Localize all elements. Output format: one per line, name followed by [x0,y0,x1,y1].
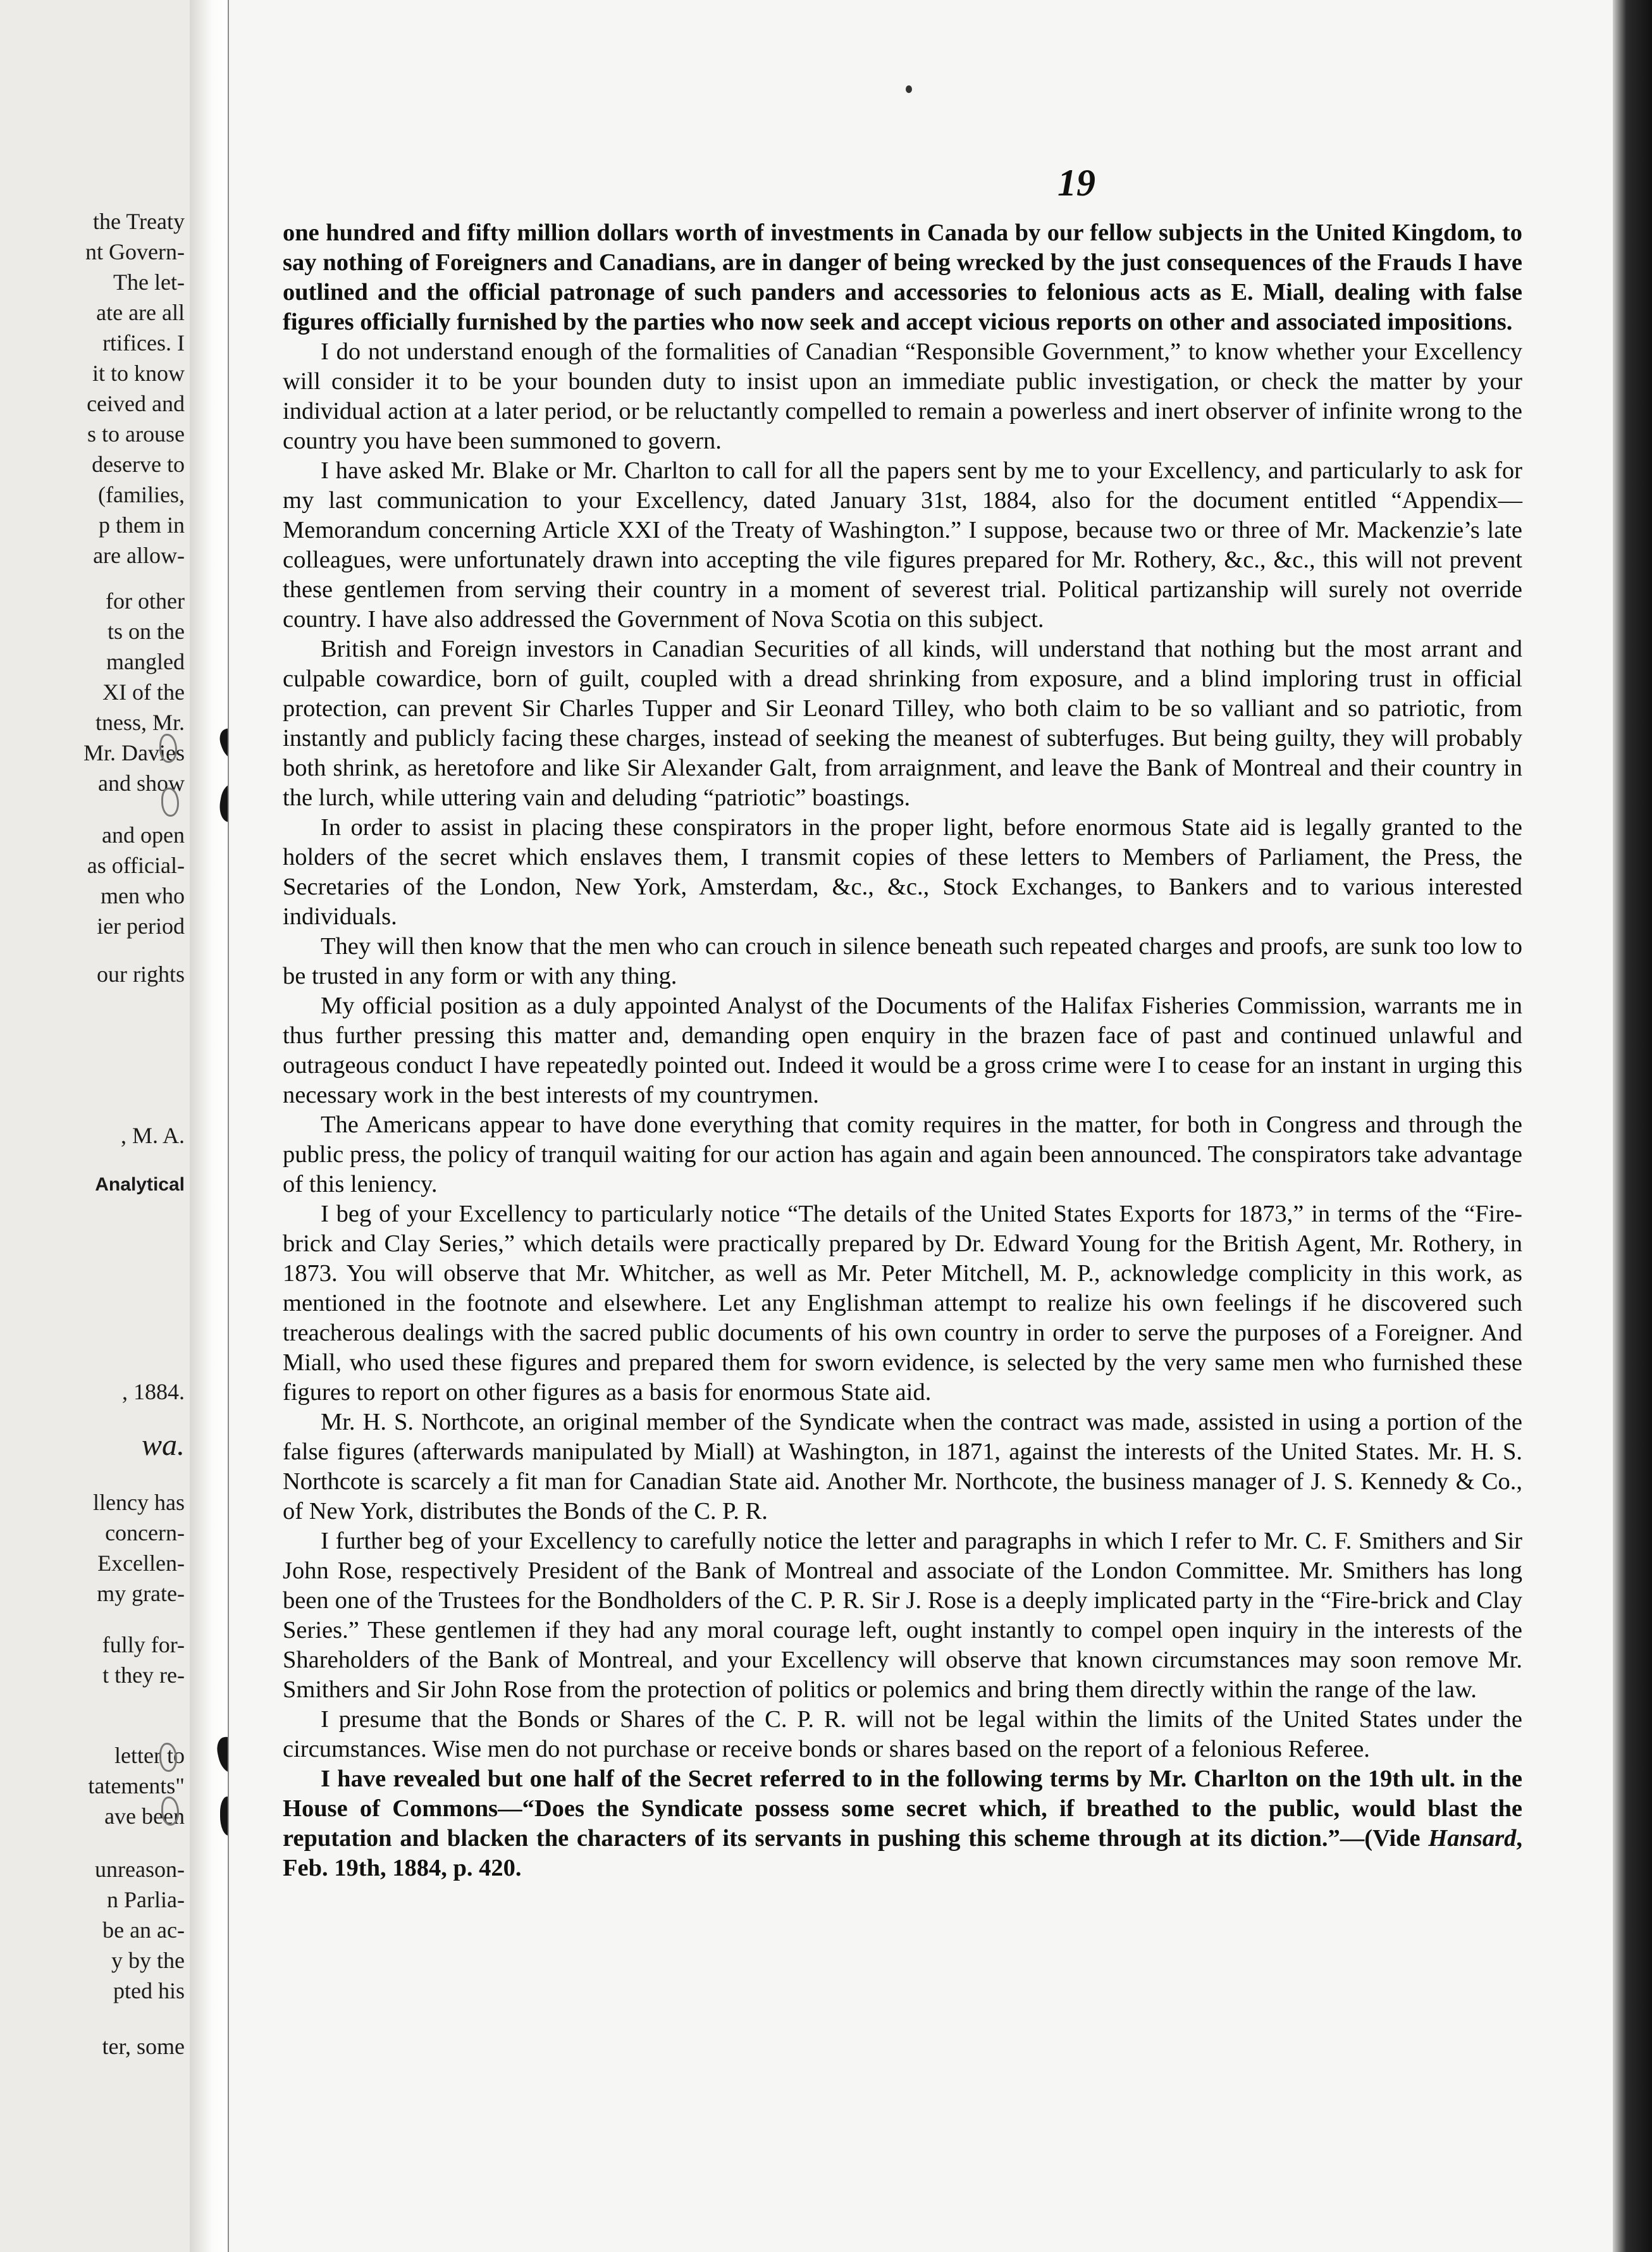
closing-paragraph [283,1764,1522,1883]
scan-edge [1613,0,1652,2252]
left-page-line: Analytical [95,1174,185,1195]
page-number: 19 [1057,162,1095,204]
left-page-line: ier period [97,913,185,939]
right-page [228,0,1620,2252]
left-page-line: rtifices. I [102,330,185,356]
left-page-line: , 1884. [122,1379,185,1404]
left-page-line: tatements" [88,1773,185,1798]
left-page-line: p them in [99,512,185,538]
page-gutter [190,0,228,2252]
left-page-line: nt Govern- [85,239,185,264]
left-page-line: ate are all [96,300,185,325]
left-page-line: mangled [106,649,185,674]
paragraph: Mr. H. S. Northcote, an original member of the Syndicate when the contract was made, assisted in using a portion of the false figures (afterwards manipulated by Miall) at Washington, in 1871, against the interests of the United States. Mr. H. S. Northcote is scarcely a fit man for Canadian State aid. Another Mr. Northcote, the business manager of J. S. Kennedy & Co., of New York, distributes the Bonds of the C. P. R. [283,1409,1522,1525]
paragraph: British and Foreign investors in Canadian Securities of all kinds, will understand that nothing but the most arrant and culpable cowardice, born of guilt, coupled with a dread shrinking from exposure, and a blind imploring trust in official protection, can prevent Sir Charles Tupper and Sir Leonard Tilley, who both claim to be so valliant and so patriotic, from instantly and publicly facing these charges, instead of seeking the meanest of subterfuges. But being guilty, they will probably both shrink, as heretofore and like Sir Alexander Galt, from arraignment, and leave the Bank of Montreal and their country in the lurch, while uttering vain and deluding “patriotic” boastings. [283,636,1522,811]
left-page-line: are allow- [93,543,185,568]
hansard-citation: Hansard [1428,1825,1517,1852]
left-page-line: llency has [93,1490,185,1515]
left-page-line: ter, some [102,2034,185,2059]
left-page-line: , M. A. [120,1123,185,1148]
left-page-line: as official- [87,853,185,878]
body-text [283,218,1522,1883]
ink-speck [906,85,912,93]
left-page-line: and open [102,822,185,848]
left-page-line: our rights [97,962,185,987]
left-page-line: unreason- [95,1857,185,1882]
left-page-line: XI of the [102,679,185,705]
left-page-line: deserve to [92,452,185,477]
left-page-line: wa. [141,1428,185,1462]
left-page-line: tness, Mr. [95,710,185,735]
citation-details: , Feb. 19th, 1884, p. 420. [283,1825,1522,1881]
left-page-line: men who [101,883,185,908]
left-page-fragment [0,0,190,2252]
left-page-line: it to know [92,361,185,386]
paragraph: one hundred and fifty million dollars worth of investments in Canada by our fellow subjects in the United Kingdom, to say nothing of Foreigners and Canadians, are in danger of being wrecked by the just consequences of the Frauds I have outlined and the official patronage of such panders and accessories to felonious acts as E. Miall, dealing with false figures officially furnished by the parties who now seek and accept vicious reports on other and associated impositions. [283,220,1522,335]
left-page-line: fully for- [102,1632,185,1657]
paragraph: I beg of your Excellency to particularly notice “The details of the United States Exports for 1873,” in terms of the “Fire-brick and Clay Series,” which details were practically prepared by Dr. Edward Young for the British Agent, Mr. Rothery, in 1873. You will observe that Mr. Whitcher, as well as Mr. Peter Mitchell, M. P., acknowledge complicity in this work, as mentioned in the footnote and elsewhere. Let any Englishman attempt to realize his own feelings if he discovered such treacherous dealings with the sacred public documents of his own country in order to serve the purposes of a Foreigner. And Miall, who used these figures and prepared them for sworn evidence, is selected by the very same men who furnished these figures to report on other figures as a basis for enormous State aid. [283,1201,1522,1406]
paragraph: They will then know that the men who can crouch in silence beneath such repeated charges and proofs, are sunk too low to be trusted in any form or with any thing. [283,933,1522,989]
left-page-line: (families, [98,482,185,507]
paragraph: In order to assist in placing these conspirators in the proper light, before enormous State aid is legally granted to the holders of the secret which enslaves them, I transmit copies of these letters to Members of Parliament, the Press, the Secretaries of the London, New York, Amsterdam, &c., &c., Stock Exchanges, to Bankers and to various interested individuals. [283,814,1522,930]
left-page-line: pted his [113,1978,185,2003]
paragraph: I have asked Mr. Blake or Mr. Charlton to call for all the papers sent by me to your Excellency, and particularly to ask for my last communication to your Excellency, dated January 31st, 1884, also for the document entitled “Appendix—Memorandum concerning Article XXI of the Treaty of Washington.” I suppose, because two or three of Mr. Mackenzie’s late colleagues, were unfortunately drawn into accepting the vile figures prepared for Mr. Rothery, &c., &c., this will not prevent these gentlemen from serving their country in a moment of severest trial. Political partizanship will surely not override country. I have also addressed the Government of Nova Scotia on this subject. [283,457,1522,633]
left-page-line: my grate- [97,1581,185,1606]
left-page-line: the Treaty [92,209,185,234]
left-page-line: y by the [111,1948,185,1973]
left-page-line: and show [98,770,185,796]
left-page-line: concern- [105,1520,185,1545]
left-page-line: Mr. Davies [83,740,185,765]
left-page-line: be an ac- [102,1917,185,1943]
left-page-line: t they re- [102,1662,185,1688]
left-page-line: ts on the [108,619,185,644]
left-page-line: for other [106,588,185,614]
paragraph: I further beg of your Excellency to carefully notice the letter and paragraphs in which I refer to Mr. C. F. Smithers and Sir John Rose, respectively President of the Bank of Montreal and associate of the London Committee. Mr. Smithers has long been one of the Trustees for the Bondholders of the C. P. R. Sir J. Rose is a deeply implicated party in the “Fire-brick and Clay Series.” These gentlemen if they had any moral courage left, ought instantly to compel open inquiry in the interests of the Shareholders of the Bank of Montreal, and your Excellency will observe that known circumstances may soon remove Mr. Smithers and Sir John Rose from the protection of politics or polemics and bring them directly within the range of the law. [283,1528,1522,1703]
paragraph: I do not understand enough of the formalities of Canadian “Responsible Government,” to know whether your Excellency will consider it to be your bounden duty to insist upon an immediate public investigation, or check the matter by your individual action at a later period, or be reluctantly compelled to remain a powerless and inert observer of infinite wrong to the country you have been summoned to govern. [283,338,1522,454]
left-page-line: ceived and [87,391,185,416]
left-page-line: s to arouse [87,421,185,447]
paragraph: The Americans appear to have done everything that comity requires in the matter, for both in Congress and through the public press, the policy of tranquil waiting for our action has again and again been announced. The conspirators take advantage of this leniency. [283,1111,1522,1197]
paragraph: My official position as a duly appointed Analyst of the Documents of the Halifax Fisheries Commission, warrants me in thus further pressing this matter and, demanding open enquiry in the brazen face of past and continued unlawful and outrageous conduct I have repeatedly pointed out. Indeed it would be a gross crime were I to cease for an instant in urging this necessary work in the best interests of my countrymen. [283,993,1522,1108]
paragraph: I presume that the Bonds or Shares of the C. P. R. will not be legal within the limits of the United States under the circumstances. Wise men do not purchase or receive bonds or shares based on the report of a felonious Referee. [283,1706,1522,1762]
left-page-line: Excellen- [97,1550,185,1576]
left-page-line: n Parlia- [107,1887,185,1912]
left-page-line: letter to [114,1743,185,1768]
left-page-line: ave been [104,1803,185,1829]
left-page-line: The let- [113,269,185,295]
closing-text: I have revealed but one half of the Secret referred to in the following terms by Mr. Charlton on the 19th ult. in the House of Commons—“Does the Syndicate possess some secret which, if breathed to the public, would blast the reputation and blacken the characters of its servants in pushing this scheme through at its diction.”—(Vide [283,1766,1522,1852]
